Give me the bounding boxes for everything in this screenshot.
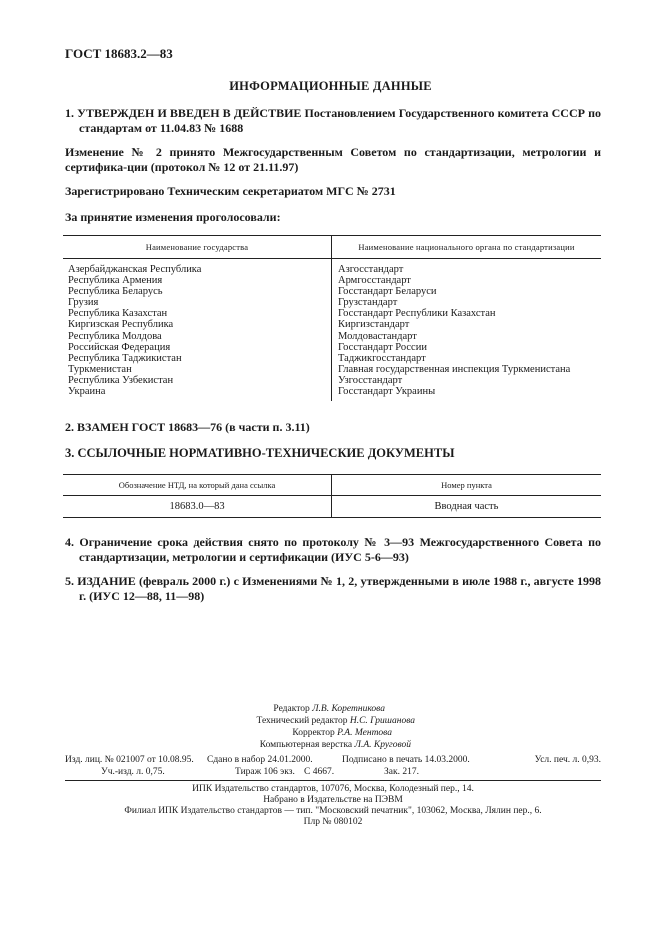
body-cell: Таджикгосстандарт [338,352,426,364]
voting-intro: За принятие изменения проголосовали: [65,210,281,224]
column-header-clause: Номер пункта [441,480,492,490]
references-heading: 3. ССЫЛОЧНЫЕ НОРМАТИВНО-ТЕХНИЧЕСКИЕ ДОКУМЕНТЫ [65,446,455,460]
item-limitation: 4. Ограничение срока действия снято по протоколу № 3—93 Межгосударственного Совета по стандартизации, метрологии и сертификации (ИУС 5-6—93) [65,535,601,564]
credit-editor [200,703,460,715]
bodies-column [332,259,601,401]
body-cell: Госстандарт Республики Казахстан [338,308,496,320]
column-header-designation: Обозначение НТД, на который дана ссылка [63,475,332,495]
body-cell: Молдовастандарт [338,330,417,342]
column-header-body: Наименование национального органа по стандартизации [358,242,575,252]
print-sheets-text: Усл. печ. л. 0,93. [534,755,601,765]
state-cell: Азербайджанская Республика [68,264,202,275]
print-date-text: Подписано в печать 14.03.2000. [342,755,470,765]
states-column [63,259,332,401]
registration-note: Зарегистрировано Техническим секретариатом МГС № 2731 [65,184,396,198]
references-table [63,474,601,518]
voting-table-body [63,259,601,401]
publisher-line: Плр № 080102 [303,817,363,827]
column-header-state: Наименование государства [63,236,332,258]
state-cell: Республика Таджикистан [68,352,182,364]
pub-sheets-text: Уч.-изд. л. 0,75. [101,766,165,777]
credit-layout [200,739,460,751]
voting-table-header [63,236,601,259]
imprint-row [65,767,601,779]
section-title: ИНФОРМАЦИОННЫЕ ДАННЫЕ [229,79,432,93]
body-cell: Госстандарт Беларуси [338,286,437,298]
state-cell: Украина [68,386,106,398]
body-cell: Киргизстандарт [338,319,410,331]
state-cell: Республика Узбекистан [68,374,174,386]
order-c-text: С 4667. [304,766,335,777]
state-cell: Туркменистан [68,363,132,375]
order-text: Зак. 217. [384,766,419,777]
credit-role: Технический редактор [256,716,348,726]
table-row [63,496,601,517]
references-table-header [63,475,601,496]
body-cell: Госстандарт Украины [338,386,436,398]
state-cell: Республика Молдова [68,330,162,342]
publisher-line: Филиал ИПК Издательство стандартов — тип. "Московский печатник", 103062, Москва, Лялин пер., 6. [124,806,542,816]
body-cell: Грузстандарт [338,297,398,309]
imprint-row [65,755,601,767]
body-cell: Главная государственная инспекция Туркменистана [338,363,571,375]
license-text: Изд. лиц. № 021007 от 10.08.95. [65,755,194,765]
amendment-note: Изменение № 2 принято Межгосударственным Советом по стандартизации, метрологии и сертифика-ции (протокол № 12 от 21.11.97) [65,145,601,174]
body-cell: Армгосстандарт [338,275,411,287]
divider [65,780,601,781]
imprint-block [65,755,601,778]
body-cell: Узгосстандарт [338,374,403,386]
credit-role: Редактор [273,704,310,714]
state-cell: Киргизская Республика [68,319,174,331]
print-run-text: Тираж 106 экз. [235,766,295,777]
credits-block [200,703,460,751]
voting-table [63,235,601,401]
credit-name: Л.В. Коретникова [312,704,385,714]
credit-role: Компьютерная верстка [259,740,353,750]
replaces-note: 2. ВЗАМЕН ГОСТ 18683—76 (в части п. 3.11) [65,420,310,434]
credit-name: Л.А. Круговой [354,740,411,750]
publisher-block [65,784,601,828]
credit-name: Н.С. Гришанова [349,716,415,726]
body-cell: Азгосстандарт [338,264,404,275]
document-code: ГОСТ 18683.2—83 [65,46,173,61]
credit-tech-editor [200,715,460,727]
item-edition: 5. ИЗДАНИЕ (февраль 2000 г.) с Изменениями № 1, 2, утвержденными в июле 1988 г., августе 1998 г. (ИУС 12—88, 11—98) [65,574,601,603]
state-cell: Грузия [68,297,99,309]
publisher-line: Набрано в Издательстве на ПЭВМ [263,795,403,805]
state-cell: Российская Федерация [68,341,171,353]
clause-cell: Вводная часть [434,501,499,512]
credit-name: Р.А. Ментова [337,728,392,738]
designation-cell: 18683.0—83 [63,496,332,517]
state-cell: Республика Беларусь [68,286,163,298]
publisher-line: ИПК Издательство стандартов, 107076, Москва, Колодезный пер., 14. [192,784,474,794]
state-cell: Республика Казахстан [68,308,168,320]
body-cell: Госстандарт России [338,341,427,353]
credit-proofreader [200,727,460,739]
state-cell: Республика Армения [68,275,163,287]
credit-role: Корректор [292,728,335,738]
set-date-text: Сдано в набор 24.01.2000. [207,755,313,765]
item-approval: 1. УТВЕРЖДЕН И ВВЕДЕН В ДЕЙСТВИЕ Постановлением Государственного комитета СССР по стандартам от 11.04.83 № 1688 [65,106,601,135]
